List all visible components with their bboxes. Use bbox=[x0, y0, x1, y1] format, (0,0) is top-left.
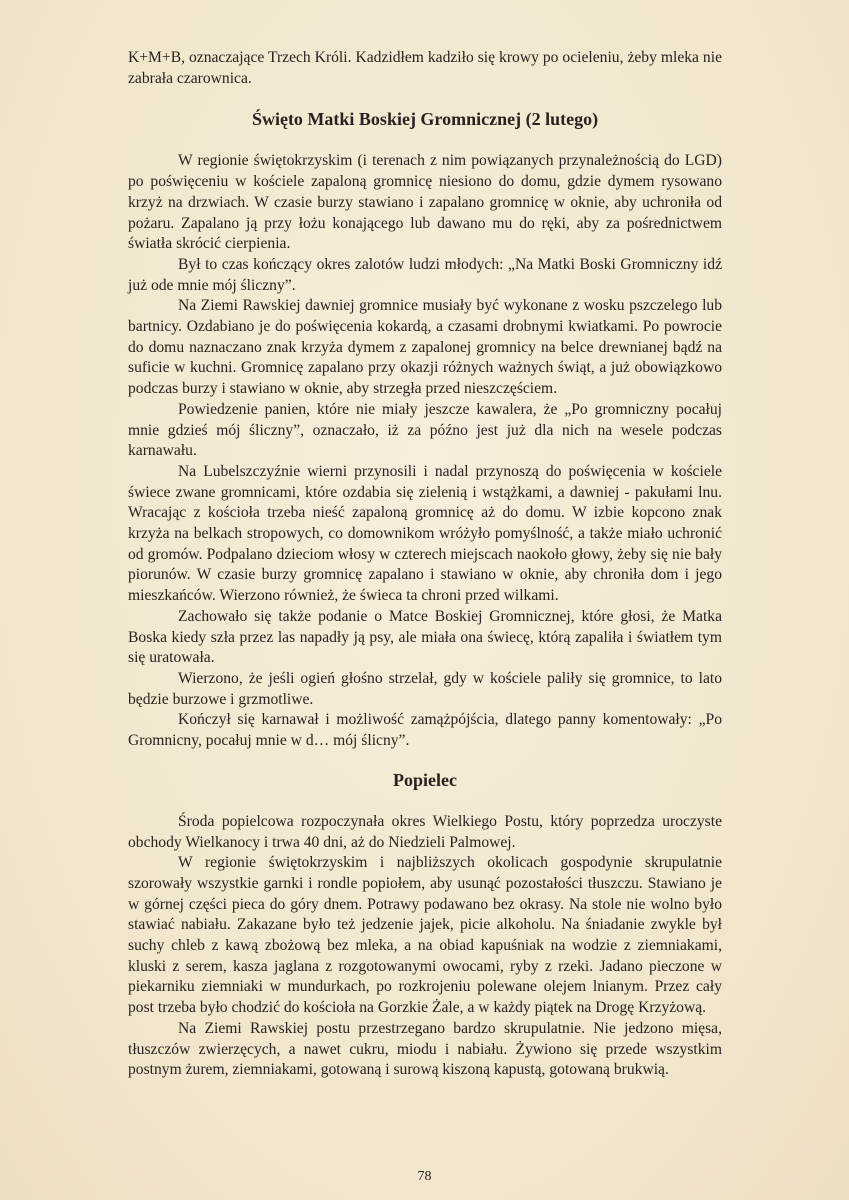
paragraph: W regionie świętokrzyskim (i terenach z nim powiązanych przynależnością do LGD) po poświęceniu w kościele zapaloną gromnicę niesiono do domu, gdzie dymem rysowano krzyż na drzwiach. W czasie burzy stawiano i zapalano gromnicę w oknie, aby uchroniła od pożaru. Zapalano ją przy łożu konającego lub dawano mu do ręki, aby za pośrednictwem światła skrócić cierpienia. bbox=[128, 152, 722, 253]
page-number: 78 bbox=[417, 1169, 432, 1184]
paragraph: W regionie świętokrzyskim i najbliższych okolicach gospodynie skrupulatnie szorowały wszystkie garnki i rondle popiołem, aby usunąć pozostałości tłuszczu. Stawiano je w górnej części pieca do góry dnem. Potrawy podawano bez okrasy. Na stole nie wolno było stawiać nabiału. Zakazane było też jedzenie jajek, picie alkoholu. Na śniadanie zwykle był suchy chleb z kawą zbożową bez mleka, a na obiad kapuśniak na wodzie z ziemniakami, kluski z serem, kasza jaglana z rozgotowanymi owocami, ryby z rzeki. Jadano pieczone w piekarniku ziemniaki w mundurkach, po rozkrojeniu polewane olejem lnianym. Przez cały post trzeba było chodzić do kościoła na Gorzkie Żale, a w każdy piątek na Drogę Krzyżową. bbox=[128, 854, 722, 1017]
intro-paragraph: K+M+B, oznaczające Trzech Króli. Kadzidłem kadziło się krowy po ocieleniu, żeby mleka nie zabrała czarownica. bbox=[128, 49, 722, 87]
paragraph: Na Lubelszczyźnie wierni przynosili i nadal przynoszą do poświęcenia w kościele świece zwane gromnicami, które ozdabia się zielenią i wstążkami, a dawniej - pakułami lnu. Wracając z kościoła trzeba nieść zapaloną gromnicę aż do domu. W izbie kopcono znak krzyża na belkach stropowych, co domownikom wróżyło pomyślność, a także miało uchronić od gromów. Podpalano dzieciom włosy w czterech miejscach naokoło głowy, żeby się nie bały piorunów. W czasie burzy gromnicę zapalano i stawiano w oknie, aby chroniła dom i jego mieszkańców. Wierzono również, że świeca ta chroni przed wilkami. bbox=[128, 462, 722, 605]
paragraph: Zachowało się także podanie o Matce Boskiej Gromnicznej, które głosi, że Matka Boska kiedy szła przez las napadły ją psy, ale miała ona świecę, którą zapaliła i światłem tym się uratowała. bbox=[128, 607, 722, 667]
paragraph: Kończył się karnawał i możliwość zamążpójścia, dlatego panny komentowały: „Po Gromnicny, pocałuj mnie w d… mój ślicny”. bbox=[128, 711, 722, 750]
paragraph: Wierzono, że jeśli ogień głośno strzelał, gdy w kościele paliły się gromnice, to lato będzie burzowe i grzmotliwe. bbox=[128, 669, 722, 708]
section-heading-gromniczna: Święto Matki Boskiej Gromnicznej (2 lutego) bbox=[251, 109, 599, 130]
paragraph: Był to czas kończący okres zalotów ludzi młodych: „Na Matki Boski Gromniczny idź już ode mnie mój śliczny”. bbox=[128, 255, 722, 294]
paragraph: Środa popielcowa rozpoczynała okres Wielkiego Postu, który poprzedza uroczyste obchody Wielkanocy i trwa 40 dni, aż do Niedzieli Palmowej. bbox=[128, 812, 722, 851]
paragraph: Na Ziemi Rawskiej postu przestrzegano bardzo skrupulatnie. Nie jedzono mięsa, tłuszczów zwierzęcych, a nawet cukru, miodu i nabiału. Żywiono się przede wszystkim postnym żurem, ziemniakami, gotowaną i surową kiszoną kapustą, gotowaną brukwią. bbox=[128, 1019, 722, 1079]
paragraph: Na Ziemi Rawskiej dawniej gromnice musiały być wykonane z wosku pszczelego lub bartnicy. Ozdabiano je do poświęcenia kokardą, a czasami drobnymi kwiatkami. Po powrocie do domu naznaczano znak krzyża dymem z zapalonej gromnicy na belce drewnianej bądź na suficie w kuchni. Gromnicę zapalano przy okazji różnych ważnych świąt, a już obowiązkowo podczas burzy i stawiano w oknie, aby strzegła przed nieszczęściem. bbox=[128, 297, 722, 398]
section-heading-popielec: Popielec bbox=[393, 769, 457, 790]
page-body bbox=[128, 48, 722, 1081]
paragraph: Powiedzenie panien, które nie miały jeszcze kawalera, że „Po gromniczny pocałuj mnie gdzieś mój śliczny”, oznaczało, iż za późno jest już dla nich na wesele podczas karnawału. bbox=[128, 400, 722, 460]
